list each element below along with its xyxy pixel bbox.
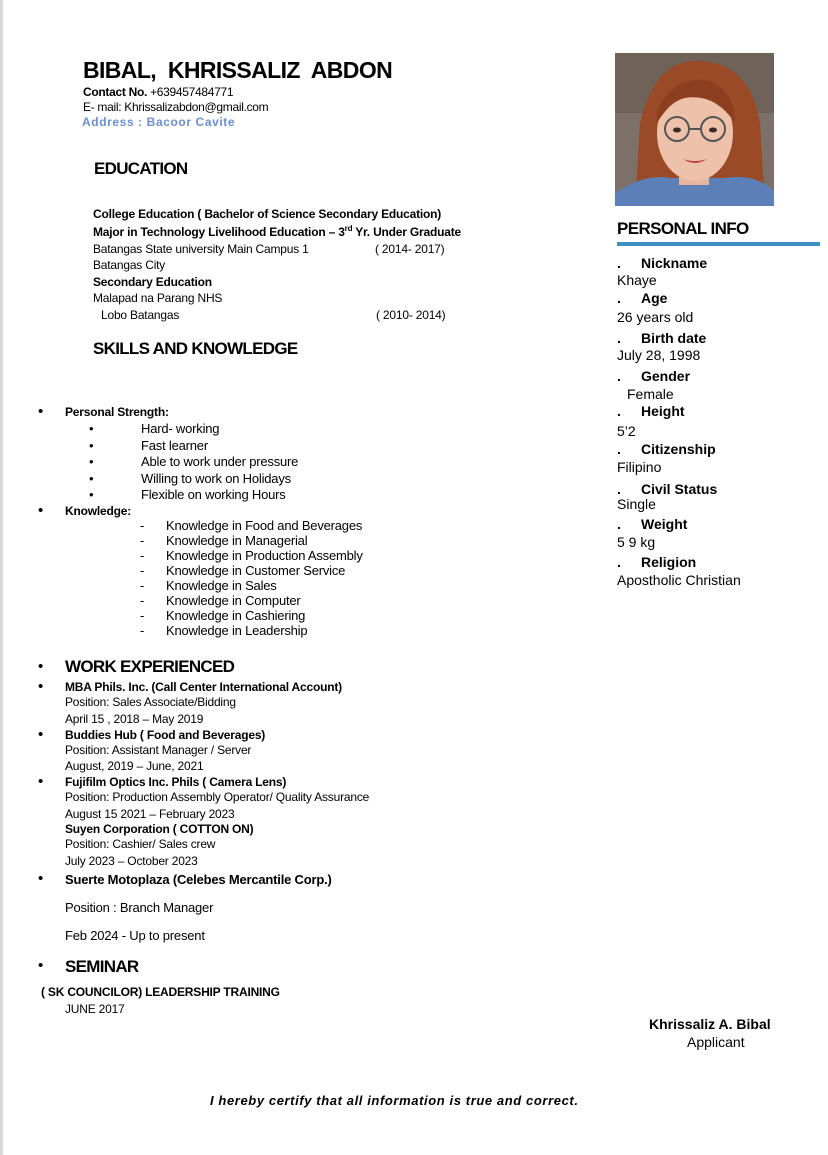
info-dot-icon: . (617, 330, 621, 346)
dash-icon: - (140, 578, 145, 593)
info-label: Nickname (641, 255, 708, 271)
strength-item: Willing to work on Holidays (141, 470, 291, 486)
bullet-icon: • (89, 437, 94, 453)
major-line: Major in Technology Livelihood Education – 3rd Yr. Under Graduate (93, 224, 461, 239)
job-company: Buddies Hub ( Food and Beverages) (65, 728, 266, 742)
job-dates: July 2023 – October 2023 (65, 854, 198, 868)
info-value: Single (617, 496, 656, 512)
bullet-icon: • (38, 658, 44, 675)
knowledge-item: Knowledge in Food and Beverages (166, 518, 363, 533)
dash-icon: - (140, 518, 145, 533)
strength-item: Able to work under pressure (141, 454, 299, 469)
knowledge-item: Knowledge in Managerial (166, 533, 308, 548)
personal-info-rule (617, 242, 820, 246)
bullet-icon: • (38, 773, 44, 790)
job-position: Position: Assistant Manager / Server (65, 743, 252, 757)
bullet-icon: • (89, 487, 94, 502)
strength-item: Hard- working (141, 421, 220, 436)
strength-label: Personal Strength: (65, 405, 169, 419)
knowledge-item: Knowledge in Cashiering (166, 608, 306, 623)
job-company: Fujifilm Optics Inc. Phils ( Camera Lens) (65, 775, 287, 789)
secondary-heading: Secondary Education (93, 275, 212, 289)
info-dot-icon: . (617, 441, 621, 457)
home-address: Address : Bacoor Cavite (82, 115, 236, 129)
bullet-icon: • (38, 403, 44, 420)
bullet-icon: • (38, 870, 44, 887)
certification-statement: I hereby certify that all information is true and correct. (210, 1093, 579, 1108)
bullet-icon: • (38, 726, 44, 743)
info-dot-icon: . (617, 516, 621, 532)
contact-number: Contact No. +639457484771 (83, 85, 234, 99)
job-dates: April 15 , 2018 – May 2019 (65, 712, 204, 726)
bullet-icon: • (38, 957, 44, 974)
personal-info-title: PERSONAL INFO (617, 219, 749, 238)
applicant-name: BIBAL, KHRISSALIZ ABDON (83, 57, 393, 83)
dash-icon: - (140, 548, 145, 563)
secondary-years: ( 2010- 2014) (376, 308, 446, 322)
education-title: EDUCATION (94, 159, 188, 178)
info-value: Female (627, 386, 674, 402)
seminar-name: ( SK COUNCILOR) LEADERSHIP TRAINING (41, 985, 280, 999)
job-position: Position: Cashier/ Sales crew (65, 837, 216, 851)
info-value: 5 9 kg (617, 534, 656, 550)
page-left-edge (0, 0, 3, 1155)
signature-role: Applicant (687, 1034, 745, 1050)
strength-item: Flexible on working Hours (141, 487, 286, 502)
job-position: Position: Production Assembly Operator/ Quality Assurance (65, 790, 370, 804)
job-dates: August, 2019 – June, 2021 (65, 759, 204, 773)
info-value: July 28, 1998 (617, 347, 701, 363)
info-label: Gender (641, 368, 691, 384)
strength-item: Fast learner (141, 437, 208, 453)
college-years: ( 2014- 2017) (375, 242, 445, 256)
college-school: Batangas State university Main Campus 1 (93, 242, 309, 256)
knowledge-item: Knowledge in Sales (166, 578, 277, 593)
info-dot-icon: . (617, 481, 621, 497)
dash-icon: - (140, 608, 145, 623)
info-dot-icon: . (617, 403, 621, 419)
email-address: E- mail: Khrissalizabdon@gmail.com (83, 100, 269, 114)
bullet-icon: • (89, 454, 94, 469)
knowledge-item: Knowledge in Leadership (166, 623, 308, 638)
profile-photo (615, 53, 774, 206)
job-company: Suerte Motoplaza (Celebes Mercantile Corp.) (65, 872, 332, 887)
bullet-icon: • (38, 678, 44, 695)
college-heading: College Education ( Bachelor of Science Secondary Education) (93, 207, 442, 221)
bullet-icon: • (89, 470, 94, 486)
knowledge-label: Knowledge: (65, 504, 131, 518)
skills-title: SKILLS AND KNOWLEDGE (93, 339, 298, 358)
dash-icon: - (140, 623, 145, 638)
info-label: Religion (641, 554, 697, 570)
bullet-icon: • (38, 502, 44, 519)
info-label: Height (641, 403, 685, 419)
info-label: Age (641, 290, 668, 306)
info-label: Civil Status (641, 481, 718, 497)
dash-icon: - (140, 563, 145, 578)
job-company: MBA Phils. Inc. (Call Center International Account) (65, 680, 342, 694)
info-dot-icon: . (617, 255, 621, 271)
info-dot-icon: . (617, 290, 621, 306)
bullet-icon: • (89, 421, 94, 436)
dash-icon: - (140, 593, 145, 608)
job-position: Position : Branch Manager (65, 900, 214, 915)
signature-name: Khrissaliz A. Bibal (649, 1016, 771, 1032)
info-value: 5’2 (617, 423, 636, 439)
info-dot-icon: . (617, 554, 621, 570)
college-city: Batangas City (93, 258, 166, 272)
seminar-title: SEMINAR (65, 957, 139, 976)
info-value: Khaye (617, 272, 657, 288)
knowledge-item: Knowledge in Computer (166, 593, 301, 608)
knowledge-item: Knowledge in Customer Service (166, 563, 346, 578)
job-position: Position: Sales Associate/Bidding (65, 695, 236, 709)
info-value: Apostholic Christian (617, 572, 741, 588)
info-value: Filipino (617, 459, 662, 475)
info-label: Birth date (641, 330, 707, 346)
job-dates: Feb 2024 - Up to present (65, 928, 205, 943)
work-title: WORK EXPERIENCED (65, 657, 235, 676)
info-dot-icon: . (617, 368, 621, 384)
info-label: Citizenship (641, 441, 716, 457)
info-label: Weight (641, 516, 688, 532)
secondary-city: Lobo Batangas (101, 308, 180, 322)
job-company: Suyen Corporation ( COTTON ON) (65, 822, 254, 836)
seminar-date: JUNE 2017 (65, 1002, 125, 1016)
info-value: 26 years old (617, 309, 694, 325)
knowledge-item: Knowledge in Production Assembly (166, 548, 363, 563)
job-dates: August 15 2021 – February 2023 (65, 807, 235, 821)
secondary-school: Malapad na Parang NHS (93, 291, 223, 305)
dash-icon: - (140, 533, 145, 548)
